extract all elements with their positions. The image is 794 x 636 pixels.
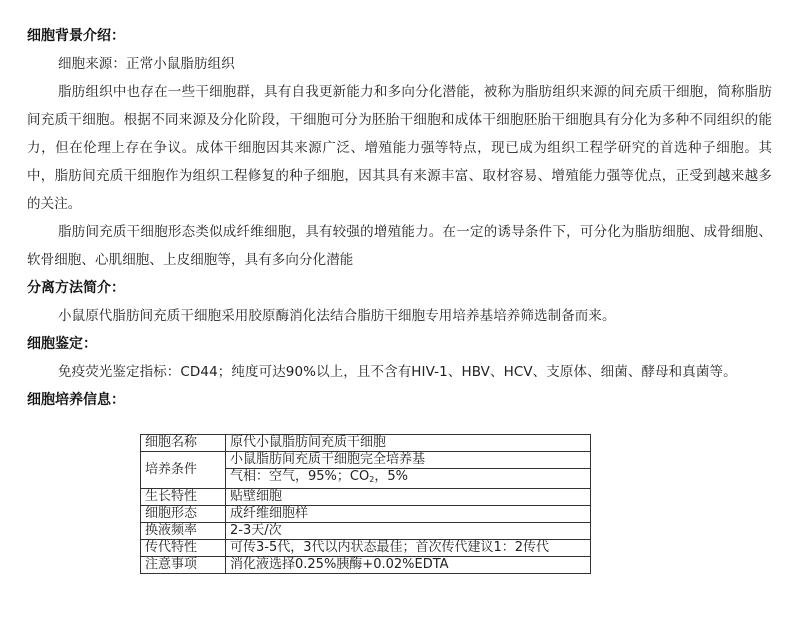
gas-phase-prefix: 气相：空气，95%；CO [230,469,370,484]
passage-value: 可传3-5代，3代以内状态最佳；首次传代建议1：2传代 [226,540,591,557]
table-row [141,452,591,469]
table-row [141,489,591,506]
culture-condition-label: 培养条件 [141,452,226,489]
table-row [141,506,591,523]
passage-label: 传代特性 [141,540,226,557]
background-heading: 细胞背景介绍： [27,28,125,44]
table-row [141,435,591,452]
culture-info-heading: 细胞培养信息： [27,392,125,408]
gas-phase-suffix: ，5% [374,469,408,484]
medium-change-value: 2-3天/次 [226,523,591,540]
notes-label: 注意事项 [141,557,226,574]
notes-value: 消化液选择0.25%胰酶+0.02%EDTA [226,557,591,574]
growth-value: 贴壁细胞 [226,489,591,506]
table-row [141,557,591,574]
medium-change-label: 换液频率 [141,523,226,540]
cell-source-line: 细胞来源：正常小鼠脂肪组织 [58,56,235,72]
identification-paragraph: 免疫荧光鉴定指标：CD44；纯度可达90%以上，且不含有HIV-1、HBV、HCV、支原体、细菌、酵母和真菌等。 [58,364,737,380]
morphology-value: 成纤维细胞样 [226,506,591,523]
culture-info-table [140,434,591,574]
table-row [141,540,591,557]
method-heading: 分离方法简介： [27,280,125,296]
table-row [141,523,591,540]
morphology-label: 细胞形态 [141,506,226,523]
gas-phase-value [226,469,591,489]
cell-name-label: 细胞名称 [141,435,226,452]
method-paragraph: 小鼠原代脂肪间充质干细胞采用胶原酶消化法结合脂肪干细胞专用培养基培养筛选制备而来。 [58,308,616,324]
gas-phase-subscript: 2 [369,475,375,484]
document-body [27,22,772,414]
cell-name-value: 原代小鼠脂肪间充质干细胞 [226,435,591,452]
culture-medium-value: 小鼠脂肪间充质干细胞完全培养基 [226,452,591,469]
identification-heading: 细胞鉴定： [27,336,97,352]
growth-label: 生长特性 [141,489,226,506]
background-paragraph-2: 脂肪间充质干细胞形态类似成纤维细胞，具有较强的增殖能力。在一定的诱导条件下，可分化为脂肪细胞、成骨细胞、软骨细胞、心肌细胞、上皮细胞等，具有多向分化潜能 [27,224,772,268]
background-paragraph-1: 脂肪组织中也存在一些干细胞群，具有自我更新能力和多向分化潜能，被称为脂肪组织来源的间充质干细胞，简称脂肪间充质干细胞。根据不同来源及分化阶段，干细胞可分为胚胎干细胞和成体干细胞胚胎干细胞具有分化为多种不同组织的能力，但在伦理上存在争议。成体干细胞因其来源广泛、增殖能力强等特点，现已成为组织工程学研究的首选种子细胞。其中，脂肪间充质干细胞作为组织工程修复的种子细胞，因其具有来源丰富、取材容易、增殖能力强等优点，正受到越来越多的关注。 [27,84,772,212]
